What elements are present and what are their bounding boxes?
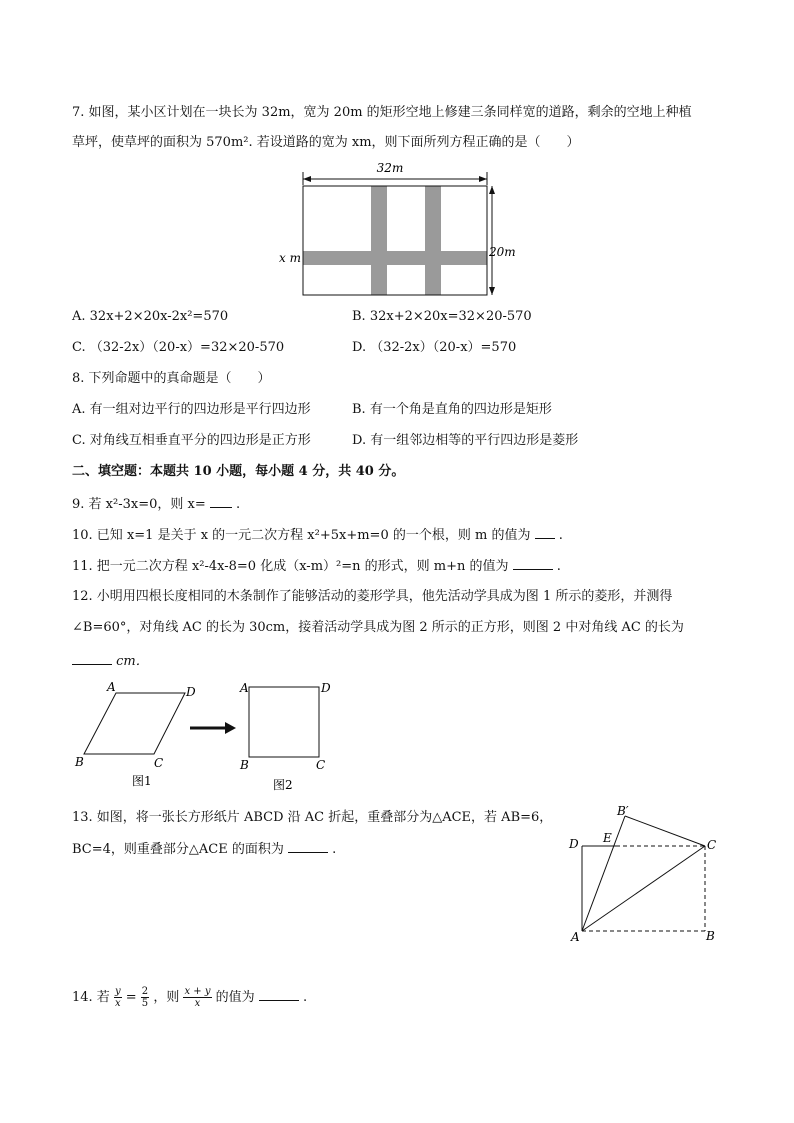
q14-f2-numerator: 2 [141,986,149,997]
q13-label-a: A [571,930,580,944]
q14-mid: ，则 [153,990,180,1005]
q13-answer-blank[interactable] [288,838,328,853]
q14-f3-numerator: x + y [184,986,211,997]
q7-stem-line2: 草坪，使草坪的面积为 570m². 若设道路的宽为 xm，则下面所列方程正确的是（ ） [72,135,580,150]
q8-option-d[interactable]: D. 有一组邻边相等的平行四边形是菱形 [352,433,579,448]
q7-option-c[interactable]: C. （32-2x）（20-x）=32×20-570 [72,340,285,355]
q9 [72,493,240,515]
q14-f1-denominator: x [114,998,121,1009]
fig1-label-b: B [75,755,84,769]
lot-rectangle [303,186,487,295]
q10-end: . [558,528,563,543]
q13-label-d: D [569,837,579,851]
q7-option-d[interactable]: D. （32-2x）（20-x）=570 [352,340,517,355]
q14-equals: = [125,990,137,1005]
q14-f2-denominator: 5 [141,998,149,1009]
q10-text: 10. 已知 x=1 是关于 x 的一元二次方程 x²+5x+m=0 的一个根，则 m 的值为 [72,528,531,543]
q14-f1-numerator: y [114,986,121,997]
road-horizontal [303,251,487,265]
q7-figure [270,158,530,303]
q13-end: . [332,842,337,857]
q13-figure [565,798,730,950]
q12-line1: 12. 小明用四根长度相同的木条制作了能够活动的菱形学具，他先活动学具成为图 1 所示的菱形，并测得 [72,589,673,604]
transform-arrow-icon [225,722,236,734]
fig2-label-b: B [240,758,249,772]
q14-fraction-y-over-x [114,986,122,1009]
q11-end: . [556,559,561,574]
fig2-label-a: A [240,681,249,695]
q13-line2 [72,838,336,860]
q10-answer-blank[interactable] [535,524,555,539]
road-vertical-2 [425,186,441,295]
rhombus-shape [84,693,185,754]
q8-option-a[interactable]: A. 有一组对边平行的四边形是平行四边形 [72,402,311,417]
q13-label-b: B [706,929,715,943]
q13-label-e: E [603,831,612,845]
arrow-right-icon [479,176,487,182]
arrow-down-icon [489,287,495,295]
q14-answer-blank[interactable] [259,986,299,1001]
q14-fraction-x-plus-y-over-x [183,986,211,1009]
diagonal-ac [582,846,705,931]
q12-unit: cm． [116,654,149,669]
q13-line1: 13. 如图，将一张长方形纸片 ABCD 沿 AC 折起，重叠部分为△ACE，若 AB=6， [72,810,553,825]
q14-fraction-2-over-5 [141,986,149,1009]
width-label: 20m [489,245,516,259]
fig2-label-c: C [316,758,326,772]
road-width-label: x m [279,251,301,265]
arrow-left-icon [303,176,311,182]
fig1-label-a: A [107,680,116,694]
length-label: 32m [376,161,404,175]
fig1-label-c: C [154,756,164,770]
q8-stem: 8. 下列命题中的真命题是（ ） [72,371,271,386]
fold-edge-b-prime-c [625,816,705,846]
q10 [72,524,563,546]
q9-answer-blank[interactable] [210,493,232,508]
fig2-caption: 图2 [273,778,293,792]
q14 [72,985,307,1011]
fig2-label-d: D [321,681,331,695]
q12-answer-blank[interactable] [72,650,112,665]
section-heading-fill-in: 二、填空题：本题共 10 小题，每小题 4 分，共 40 分。 [72,464,405,479]
q11 [72,555,561,577]
q12-line2: ∠B=60°，对角线 AC 的长为 30cm，接着活动学具成为图 2 所示的正方形，则图 2 中对角线 AC 的长为 [72,620,684,635]
q14-post: 的值为 [215,990,255,1005]
fig1-caption: 图1 [132,774,152,788]
q7-option-a[interactable]: A. 32x+2×20x-2x²=570 [72,309,229,324]
q13-label-c: C [707,838,717,852]
q12-figures [70,678,350,798]
q9-text: 9. 若 x²-3x=0，则 x= [72,497,206,512]
q13-text: BC=4，则重叠部分△ACE 的面积为 [72,842,284,857]
q14-end: . [302,990,308,1005]
q7-option-b[interactable]: B. 32x+2×20x=32×20-570 [352,309,532,324]
q9-end: . [236,497,241,512]
q8-option-c[interactable]: C. 对角线互相垂直平分的四边形是正方形 [72,433,311,448]
q11-text: 11. 把一元二次方程 x²-4x-8=0 化成（x-m）²=n 的形式，则 m+n 的值为 [72,559,509,574]
arrow-up-icon [489,186,495,194]
q7-stem-line1: 7. 如图，某小区计划在一块长为 32m，宽为 20m 的矩形空地上修建三条同样宽的道路，剩余的空地上种植 [72,105,692,120]
q11-answer-blank[interactable] [513,555,553,570]
fig1-label-d: D [186,685,196,699]
square-shape [249,687,319,757]
road-vertical-1 [371,186,387,295]
q12-line3 [72,650,149,672]
q14-pre: 14. 若 [72,990,110,1005]
q13-label-b-prime: B′ [617,804,629,818]
q14-f3-denominator: x [194,998,201,1009]
q8-option-b[interactable]: B. 有一个角是直角的四边形是矩形 [352,402,552,417]
